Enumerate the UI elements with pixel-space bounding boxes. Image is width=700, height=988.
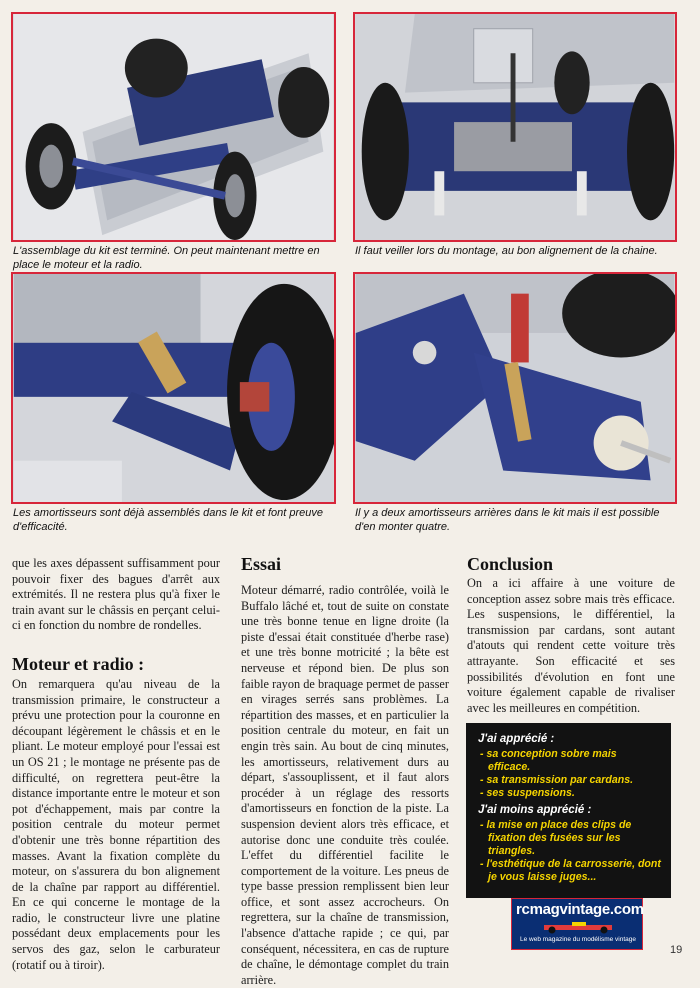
photo-chain-alignment xyxy=(353,12,677,242)
conclusion-paragraph: On a ici affaire à une voiture de conception assez sobre mais très efficace. Les suspensions, le différentiel, la transmission par cardans, sont autant d'atouts qui rendent cette voiture très attrayante. Son efficacité et ses possibilités d'évolution en font une voiture également capable de rivaliser avec les meilleures en compétition. xyxy=(467,576,675,715)
moteur-radio-paragraph: On remarquera qu'au niveau de la transmission primaire, le constructeur a prévu une protection pour la couronne en découpant légèrement le châssis et en le pliant. Le moteur employé pour l'essai est un OS 21 ; le montage ne présente pas de difficulté, on regrettera peut-être la distance importante entre le moteur et son pot d'échappement, mais par contre la position centrale du moteur permet d'obtenir une très bonne répartition des masses. Avant la fixation complète du moteur, on s'assurera du bon alignement de la chaîne par rapport au différentiel. En ce qui concerne le montage de la radio, le constructeur livre une platine possédant deux emplacements pour les servos des gaz, selon le carburateur (rotatif ou à tiroir). xyxy=(12,676,220,972)
heading-conclusion: Conclusion xyxy=(467,554,554,574)
caption-shock-absorbers: Les amortisseurs sont déjà assemblés dans le kit et font preuve d'efficacité. xyxy=(13,507,323,533)
disliked-list xyxy=(478,819,661,884)
photo-rear-shocks xyxy=(353,272,677,504)
liked-item: - ses suspensions. xyxy=(480,787,575,799)
disliked-item: - l'esthétique de la carrosserie, dont je vous laisse juges... xyxy=(480,858,661,883)
caption-assembled-kit: L'assemblage du kit est terminé. On peut maintenant mettre en place le moteur et la radio. xyxy=(13,245,320,271)
essai-paragraph: Moteur démarré, radio contrôlée, voilà le Buffalo lâché et, tout de suite on constate une très bonne tenue en ligne droite (la piste d'essai était constituée d'herbe rase) et une très bonne motricité ; la bête est nerveuse et répond bien. De plus son faible rayon de braquage permet de passer en virages serrés sans problèmes. La répartition des masses, et en particulier la position centrale du moteur, en fait un engin très sain. Au bout de cinq minutes, les amortisseurs, relativement durs au départ, s'assouplissent, et il faut alors procéder à un réglage des ressorts d'amortisseurs en fonction de la piste. La suspension devient alors très efficace, et autorise donc une conduite très coulée. L'effet du différentiel facilite le comportement de la voiture. Les pneus de type basse pression remplissent bien leur office, et sont assez accrocheurs. On regrettera, sur la chaîne de transmission, l'absence d'attache rapide ; ce qui, par conséquent, nécessitera, en cas de rupture de chaîne, le démontage complet du train arrière. xyxy=(241,583,449,987)
photo-shock-absorbers xyxy=(11,272,336,504)
heading-moteur-radio: Moteur et radio : xyxy=(12,653,145,674)
site-logo-name: rcmagvintage.com xyxy=(516,901,644,918)
liked-item: - sa conception sobre mais efficace. xyxy=(480,748,617,773)
photo-rear-shocks-image xyxy=(355,274,675,502)
column-1 xyxy=(12,556,220,973)
heading-essai: Essai xyxy=(241,554,282,574)
caption-chain-alignment: Il faut veiller lors du montage, au bon alignement de la chaine. xyxy=(355,245,658,257)
disliked-item: - la mise en place des clips de fixation des fusées sur les triangles. xyxy=(480,819,632,857)
site-logo-tagline: Le web magazine du modélisme vintage xyxy=(520,936,636,943)
intro-paragraph: que les axes dépassent suffisamment pour pouvoir fixer des bagues d'arrêt aux extrémités. Il ne restera plus qu'à fixer le train avant sur le châssis en perçant celui-ci en fonction du nombre de rondelles. xyxy=(12,556,220,633)
site-logo[interactable] xyxy=(511,898,643,950)
photo-chain-alignment-image xyxy=(355,14,675,240)
photo-shock-absorbers-image xyxy=(13,274,334,502)
verdict-box xyxy=(466,723,671,898)
page-number: 19 xyxy=(670,944,683,956)
liked-title: J'ai apprécié : xyxy=(478,733,555,745)
photo-assembled-kit xyxy=(11,12,336,242)
column-2 xyxy=(241,554,449,988)
liked-item: - sa transmission par cardans. xyxy=(480,774,634,786)
liked-list xyxy=(478,748,661,800)
column-3 xyxy=(467,554,675,716)
caption-rear-shocks: Il y a deux amortisseurs arrières dans le kit mais il est possible d'en monter quatre. xyxy=(355,507,660,533)
disliked-title: J'ai moins apprécié : xyxy=(478,804,592,816)
rc-car-logo-icon xyxy=(514,920,642,934)
photo-assembled-kit-image xyxy=(13,14,334,240)
